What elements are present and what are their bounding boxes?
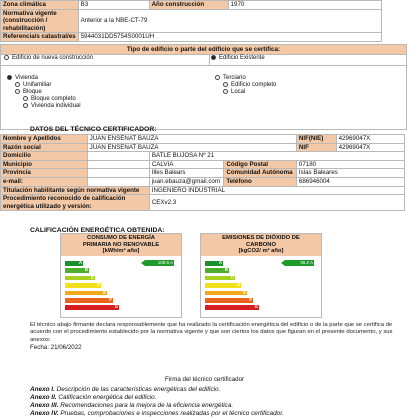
city-value: CALVIA: [149, 160, 224, 169]
zip-label: Código Postal: [224, 160, 296, 169]
province-value: Illes Balears: [149, 169, 224, 178]
consumption-header-line2: PRIMARIA NO RENOVABLE: [82, 241, 160, 248]
phone-value: 686946004: [296, 177, 404, 186]
city-label: Municipio: [1, 160, 88, 169]
option-bloque-completo[interactable]: Bloque completo: [7, 96, 81, 103]
consumption-bar-g: G: [65, 305, 119, 310]
consumption-bar-f: F: [65, 298, 113, 303]
existing-building-option[interactable]: Edificio Existente: [208, 55, 407, 66]
new-building-option[interactable]: Edificio de nueva construcción: [1, 55, 210, 66]
regulation-label: Normativa vigente (construcción / rehabilitación): [1, 9, 79, 33]
consumption-rating-indicator: 109.6 A: [145, 260, 174, 266]
building-info-table: [0, 0, 382, 42]
software-value: CEXv2.3: [149, 195, 404, 211]
emissions-bar-g: G: [205, 305, 259, 310]
emissions-bar-b: B: [205, 268, 229, 273]
rating-title: CALIFICACIÓN ENERGÉTICA OBTENIDA:: [30, 227, 165, 234]
radio-icon: [215, 75, 220, 80]
emissions-header-line1: EMISIONES DE DIÓXIDO DE: [222, 235, 300, 241]
emissions-header-line3: [kgCO2/ m² año]: [238, 248, 284, 255]
option-bloque[interactable]: Bloque: [7, 89, 81, 96]
consumption-bar-e: E: [65, 291, 107, 296]
radio-icon: [223, 89, 228, 94]
signature-label: Firma del técnico certificador: [165, 376, 245, 383]
radio-icon: [23, 96, 28, 101]
software-label: Procedimiento reconocido de calificación energética utilizado y versión:: [1, 195, 150, 211]
annex-list: [30, 386, 410, 418]
consumption-bar-b: B: [65, 268, 89, 273]
emissions-bar-e: E: [205, 291, 247, 296]
cadastral-ref-value: 5944031DD5754S0001UH: [78, 33, 381, 42]
option-local[interactable]: Local: [215, 89, 276, 96]
company-label: Razón social: [1, 143, 88, 152]
qualification-label: Titulación habilitante según normativa vigente: [1, 186, 150, 195]
regulation-value: Anterior a la NBE-CT-79: [78, 9, 381, 33]
consumption-bar-d: D: [65, 283, 101, 288]
tertiary-options: [215, 75, 276, 96]
building-type-section: [0, 44, 407, 130]
cadastral-ref-label: Referencia/s catastral/es: [1, 33, 79, 42]
climate-zone-label: Zona climática: [1, 1, 79, 10]
radio-icon: [15, 82, 20, 87]
radio-icon: [15, 89, 20, 94]
qualification-value: INGENIERO INDUSTRIAL: [149, 186, 404, 195]
region-value: Islas Baleares: [296, 169, 404, 178]
nif2-value: 42969047X: [336, 143, 404, 152]
company-value: JUAN ENSEÑAT BAUZA: [87, 143, 296, 152]
building-type-title: Tipo de edificio o parte del edificio que se certifica:: [1, 45, 406, 55]
emissions-bar-a: A: [205, 261, 223, 266]
emissions-rating-indicator: 36.2 A: [285, 260, 314, 266]
consumption-bar-c: C: [65, 276, 95, 281]
annex-item: Anexo III. Recomendaciones para la mejora de la eficiencia energética.: [30, 402, 234, 409]
date-text: Fecha: 21/06/2022: [30, 344, 82, 351]
province-label: Provincia: [1, 169, 88, 178]
consumption-scale: [65, 261, 177, 313]
annex-item: Anexo I. Descripción de las características energéticas del edificio.: [30, 386, 221, 393]
construction-year-value: 1970: [228, 1, 381, 10]
emissions-header: [201, 234, 321, 256]
region-label: Comunidad Autónoma: [224, 169, 296, 178]
name-label: Nombre y Apellidos: [1, 135, 88, 144]
option-terciario[interactable]: Terciario: [215, 75, 276, 82]
declaration-paragraph: El técnico abajo firmante declara responsablemente que ha realizado la certificación energética del edificio o de la parte que se certifica de acuerdo con el procedimiento establecido por la normativa vigente y que son ciertos los datos que figuran en el presente documento, y sus anexos:: [30, 322, 393, 343]
nif-value: 42969047X: [336, 135, 404, 144]
option-vivienda-individual[interactable]: Vivienda individual: [7, 103, 81, 110]
construction-year-label: Año construcción: [149, 1, 228, 10]
certifier-table: [0, 134, 405, 211]
option-unifamiliar[interactable]: Unifamiliar: [7, 82, 81, 89]
certifier-title: DATOS DEL TÉCNICO CERTIFICADOR:: [30, 126, 157, 133]
nif2-label: NIF: [296, 143, 336, 152]
consumption-header-line3: [kWh/m² año]: [102, 248, 140, 255]
radio-icon: [223, 82, 228, 87]
zip-value: 07180: [296, 160, 404, 169]
nif-label: NIF(NIE): [296, 135, 336, 144]
address-value: BATLE BUJOSA Nº 21: [149, 152, 404, 161]
option-edificio-completo[interactable]: Edificio completo: [215, 82, 276, 89]
consumption-header: [61, 234, 181, 256]
name-value: JUAN ENSEÑAT BAUZA: [87, 135, 296, 144]
residential-options: [7, 75, 81, 110]
emissions-header-line2: CARBONO: [246, 241, 276, 248]
email-label: e-mail:: [1, 177, 88, 186]
radio-icon: [23, 103, 28, 108]
option-vivienda[interactable]: Vivienda: [7, 75, 81, 82]
address-label: Domicilio: [1, 152, 88, 161]
consumption-panel: [60, 233, 182, 318]
emissions-scale: [205, 261, 317, 313]
radio-selected-icon: [7, 75, 12, 80]
emissions-bar-c: C: [205, 276, 235, 281]
emissions-bar-f: F: [205, 298, 253, 303]
annex-item: Anexo II. Calificación energética del edificio.: [30, 394, 157, 401]
emissions-bar-d: D: [205, 283, 241, 288]
consumption-bar-a: A: [65, 261, 83, 266]
annex-item: Anexo IV. Pruebas, comprobaciones e inspecciones realizadas por el técnico certificador.: [30, 410, 284, 417]
email-value: juan.ebauza@gmail.com: [149, 177, 224, 186]
radio-icon: [4, 55, 9, 60]
climate-zone-value: B3: [78, 1, 149, 10]
phone-label: Teléfono: [224, 177, 296, 186]
consumption-header-line1: CONSUMO DE ENERGÍA: [87, 235, 155, 241]
emissions-panel: [200, 233, 322, 318]
radio-selected-icon: [211, 55, 216, 60]
